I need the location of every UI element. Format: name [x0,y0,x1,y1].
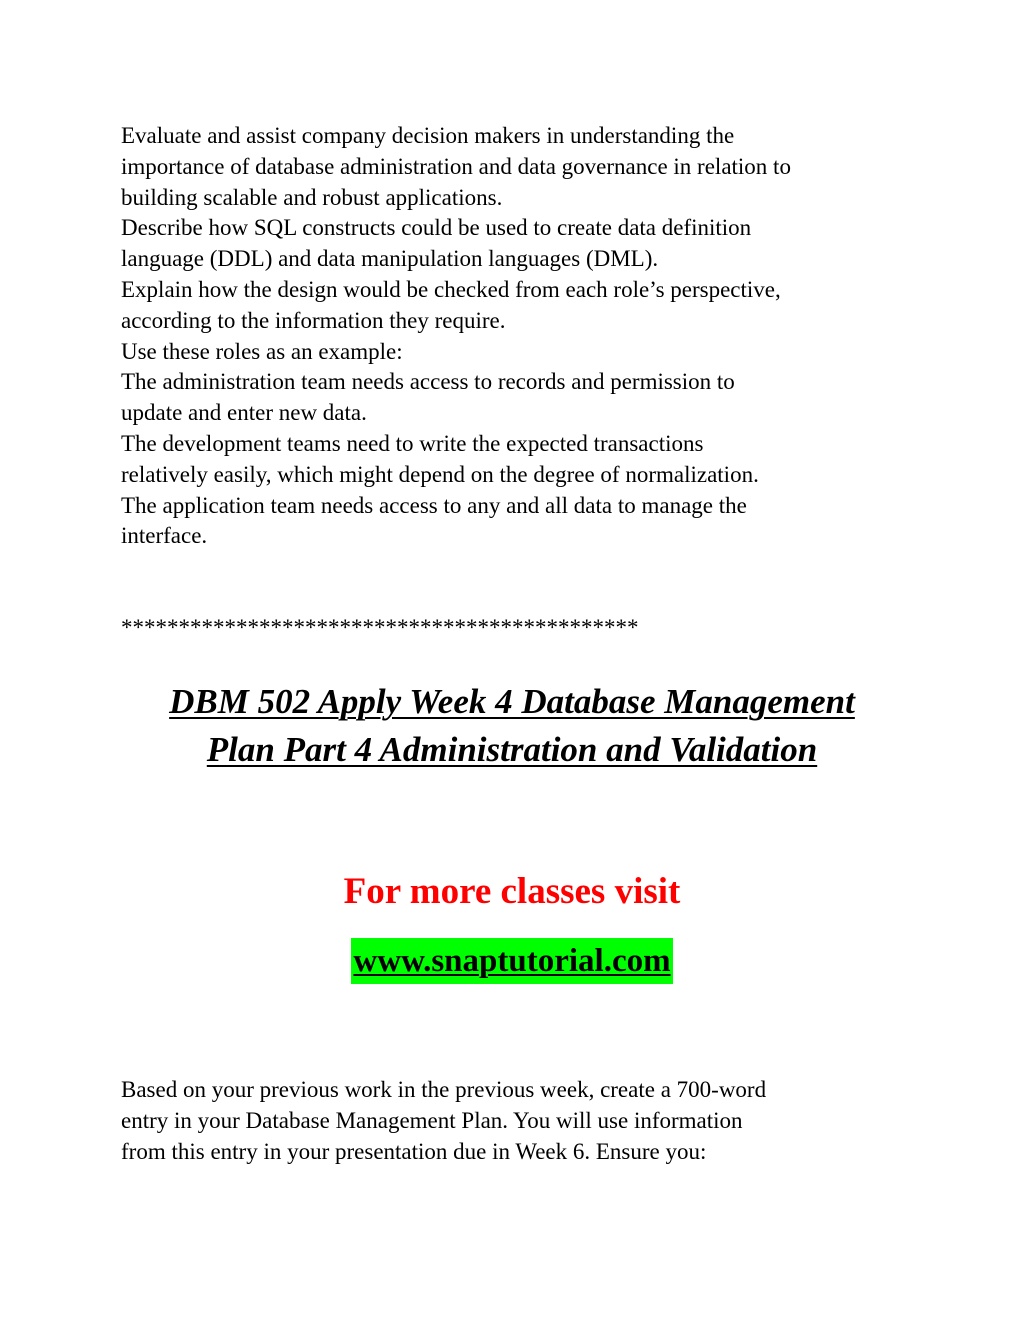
promo-link-container [0,938,1024,984]
text-line: from this entry in your presentation due in Week 6. Ensure you: [121,1138,707,1164]
text-line: entry in your Database Management Plan. You will use information [121,1107,743,1133]
document-title [0,678,1024,774]
text-line: Use these roles as an example: [121,338,403,364]
text-line: The administration team needs access to records and permission to [121,369,735,395]
outro-paragraph [121,1075,921,1167]
text-line: The application team needs access to any and all data to manage the [121,492,747,518]
text-line: Describe how SQL constructs could be used to create data definition [121,215,752,241]
website-link[interactable]: www.snaptutorial.com [351,938,672,984]
asterisk-separator: ********************************************* [121,615,639,640]
title-line-2: Plan Part 4 Administration and Validation [206,730,818,769]
text-line: relatively easily, which might depend on the degree of normalization. [121,461,759,487]
promo-heading: For more classes visit [343,871,681,912]
text-line: The development teams need to write the expected transactions [121,430,704,456]
text-line: update and enter new data. [121,400,367,426]
intro-paragraph [121,121,921,552]
text-line: building scalable and robust applications. [121,184,503,210]
text-line: interface. [121,523,208,549]
text-line: language (DDL) and data manipulation languages (DML). [121,246,659,272]
text-line: Explain how the design would be checked from each role’s perspective, [121,276,781,302]
text-line: according to the information they require. [121,307,506,333]
text-line: Based on your previous work in the previous week, create a 700-word [121,1077,767,1102]
text-line: importance of database administration and data governance in relation to [121,153,791,179]
text-line: Evaluate and assist company decision makers in understanding the [121,123,735,148]
title-line-1: DBM 502 Apply Week 4 Database Management [169,682,855,721]
